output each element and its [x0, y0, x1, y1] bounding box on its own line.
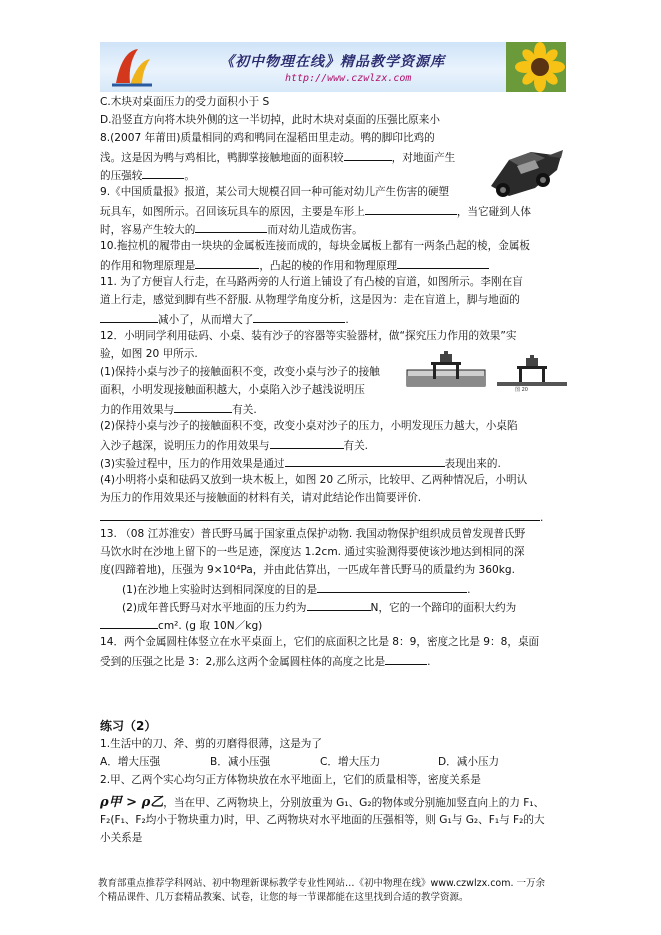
- answer-blank[interactable]: [344, 150, 392, 161]
- q13-line3: 度(四蹄着地)，压强为 9×10⁴Pa，并由此估算出，一匹成年普氏野马的质量约为 360kg.: [100, 564, 516, 576]
- p2-q1-options: [100, 756, 499, 769]
- q11-line3: 减小了，从而增大了 .: [100, 312, 349, 327]
- q10-line1: 10.拖拉机的履带由一块块的金属板连接而成的，每块金属板上都有一两条凸起的棱，金属板: [100, 240, 531, 252]
- figure-20-image: [405, 348, 569, 392]
- section-title: 练习（2）: [100, 719, 157, 733]
- banner-url[interactable]: http://www.czwlzx.com: [285, 73, 412, 84]
- q12-4-line1: (4)小明将小桌和砝码又放到一块木板上，如图 20 乙所示，比较甲、乙两种情况后，小明认: [100, 474, 528, 486]
- answer-blank[interactable]: [307, 600, 371, 611]
- answer-blank[interactable]: [317, 582, 467, 593]
- q8-line3: 的压强较 。: [100, 170, 195, 182]
- q12-line1: 12．小明同学利用砝码、小桌、装有沙子的容器等实验器材，做“探究压力作用的效果”实: [100, 330, 517, 342]
- option-c[interactable]: C．增大压力: [320, 756, 381, 768]
- footer-line1: 教育部重点推荐学科网站、初中物理新课标教学专业性网站…《初中物理在线》www.czwlzx.com. 一万余: [98, 878, 546, 889]
- p2-q2-line1: 2.甲、乙两个实心均匀正方体物块放在水平地面上，它们的质量相等，密度关系是: [100, 774, 481, 786]
- q14-line1: 14．两个金属圆柱体竖立在水平桌面上，它们的底面积之比是 8：9，密度之比是 9：8，桌面: [100, 636, 540, 648]
- sunflower-icon: [506, 42, 566, 92]
- q14-line2: 受到的压强之比是 3：2,那么这两个金属圆柱体的高度之比是 .: [100, 656, 431, 668]
- site-banner: [100, 42, 566, 92]
- q11-line2: 道上行走，感觉到脚有些不舒服. 从物理学角度分析，这是因为：走在盲道上，脚与地面的: [100, 294, 520, 306]
- toy-car-image: [487, 130, 565, 204]
- banner-title: 《初中物理在线》精品教学资源库: [220, 54, 445, 70]
- option-d[interactable]: D．减小压力: [438, 756, 500, 768]
- p2-q2-line2: ρ甲 > ρ乙，当在甲、乙两物块上，分别放重为 G₁、G₂的物体或分别施加竖直向上的力 F₁、: [100, 795, 545, 810]
- q11-line1: 11. 为了方便盲人行走，在马路两旁的人行道上铺设了有凸棱的盲道，如图所示。李刚在盲: [100, 276, 523, 288]
- q13-2-line2: cm². (g 取 10N／kg): [100, 618, 262, 633]
- q12-2-line1: (2)保持小桌与沙子的接触面积不变，改变小桌对沙子的压力，小明发现压力越大，小桌陷: [100, 420, 518, 432]
- answer-blank[interactable]: [253, 312, 345, 323]
- q12-3-line1: (3)实验过程中，压力的作用效果是通过 表现出来的.: [100, 458, 501, 470]
- q12-1-line3: 力的作用效果与 有关.: [100, 404, 257, 416]
- footer-line2: 个精品课件、几万套精品教案、试卷，让您的每一节课都能在这里找到合适的教学资源。: [98, 892, 469, 903]
- p2-q2-line3: F₂(F₁、F₂均小于物块重力)时，甲、乙两物块对水平地面的压强相等，则 G₁与 G₂、F₁与 F₂的大: [100, 814, 545, 826]
- figure-20-label: 图 20: [515, 387, 528, 392]
- density-relation: ρ甲 > ρ乙: [100, 795, 164, 810]
- q12-4-line3: .: [100, 510, 543, 525]
- answer-blank[interactable]: [365, 204, 457, 215]
- q12-2-line2: 入沙子越深，说明压力的作用效果与 有关.: [100, 440, 369, 452]
- q12-1-line2: 面积，小明发现接触面积越大，小桌陷入沙子越浅说明压: [100, 384, 365, 396]
- q12-line2: 验，如图 20 甲所示.: [100, 348, 198, 360]
- p2-q2-line4: 小关系是: [100, 832, 143, 844]
- q9-line2: 玩具车，如图所示。召回该玩具车的原因，主要是车形上 ，当它碰到人体: [100, 206, 531, 218]
- answer-blank[interactable]: [385, 654, 427, 665]
- answer-blank[interactable]: [195, 258, 259, 269]
- answer-blank[interactable]: [100, 312, 158, 323]
- q13-line1: 13. （08 江苏淮安）普氏野马属于国家重点保护动物. 我国动物保护组织成员曾发现普氏野: [100, 528, 526, 540]
- answer-blank[interactable]: [397, 258, 489, 269]
- q13-2-line1: (2)成年普氏野马对水平地面的压力约为 N，它的一个蹄印的面积大约为: [122, 602, 517, 614]
- option-a[interactable]: A．增大压强: [100, 756, 161, 768]
- q10-line2: 的作用和物理原理是 ，凸起的棱的作用和物理原理: [100, 258, 489, 273]
- q12-4-line2: 为压力的作用效果还与接触面的材料有关，请对此结论作出简要评价.: [100, 492, 422, 504]
- answer-blank[interactable]: [100, 618, 158, 629]
- p2-q1-line: 1.生活中的刀、斧、剪的刃磨得很薄，这是为了: [100, 738, 322, 750]
- q13-line2: 马饮水时在沙地上留下的一些足迹，深度达 1.2cm. 通过实验测得要使该沙地达到相同的深: [100, 546, 525, 558]
- answer-blank[interactable]: [195, 222, 267, 233]
- q12-1-line1: (1)保持小桌与沙子的接触面积不变，改变小桌与沙子的接触: [100, 366, 380, 378]
- answer-blank[interactable]: [142, 168, 184, 179]
- option-b[interactable]: B．减小压强: [210, 756, 271, 768]
- q9-line1: 9.《中国质量报》报道，某公司大规模召回一种可能对幼儿产生伤害的硬塑: [100, 186, 450, 198]
- answer-blank[interactable]: [100, 510, 540, 521]
- q8-line2: 浅。这是因为鸭与鸡相比，鸭脚掌接触地面的面积较 ，对地面产生: [100, 152, 456, 164]
- option-d: D.沿竖直方向将木块外侧的这一半切掉，此时木块对桌面的压强比原来小: [100, 114, 440, 126]
- q13-1-line: (1)在沙地上实验时达到相同深度的目的是 .: [122, 584, 471, 596]
- q9-line3: 时，容易产生较大的 而对幼儿造成伤害。: [100, 224, 363, 236]
- answer-blank[interactable]: [174, 402, 232, 413]
- answer-blank[interactable]: [285, 456, 445, 467]
- option-c: C.木块对桌面压力的受力面积小于 S: [100, 96, 270, 108]
- answer-blank[interactable]: [270, 438, 344, 449]
- logo-icon: [108, 45, 154, 89]
- q8-line1: 8.(2007 年莆田)质量相同的鸡和鸭同在湿稻田里走动。鸭的脚印比鸡的: [100, 132, 435, 144]
